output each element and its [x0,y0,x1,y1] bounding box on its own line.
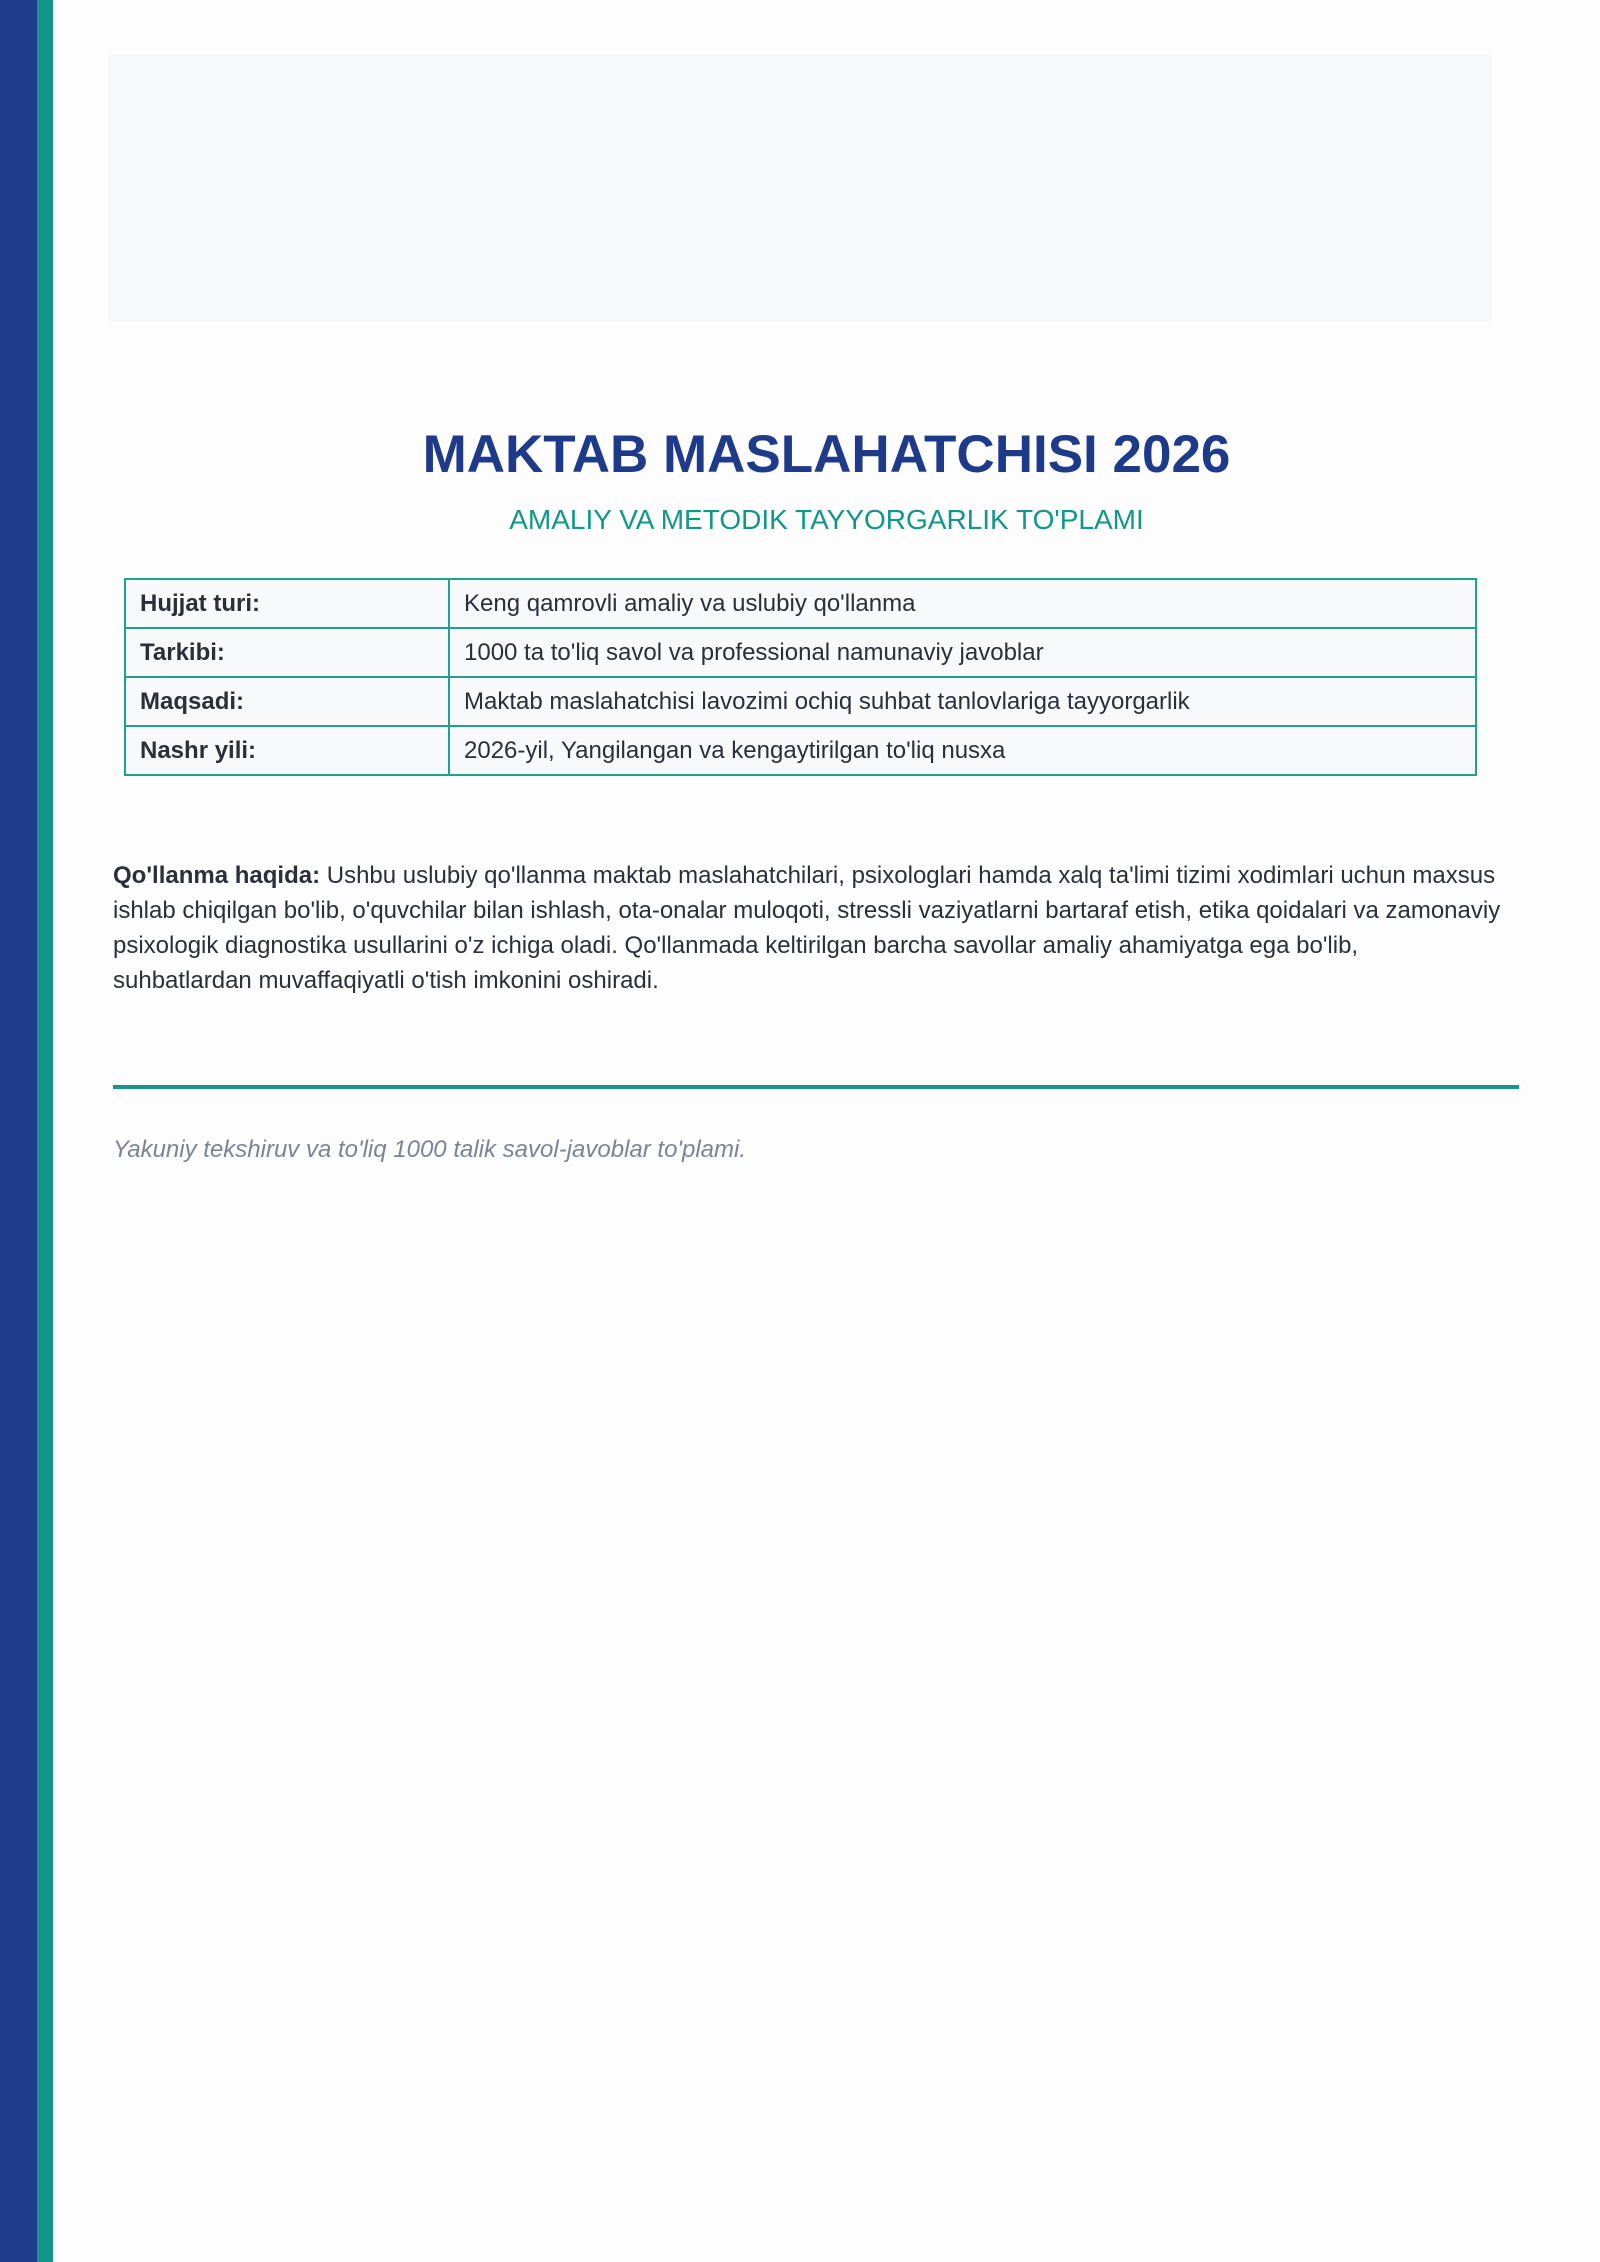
footer-note: Yakuniy tekshiruv va to'liq 1000 talik savol-javoblar to'plami. [113,1136,747,1163]
table-row [125,628,1476,677]
page-subtitle: AMALIY VA METODIK TAYYORGARLIK TO'PLAMI [509,504,1144,535]
row-value: 1000 ta to'liq savol va professional namunaviy javoblar [449,628,1476,677]
table-row [125,677,1476,726]
about-lead: Qo'llanma haqida: [113,862,321,889]
document-info-table [124,578,1477,776]
left-accent-bar-teal [37,0,53,2262]
header-image-placeholder [108,54,1492,322]
page-title: MAKTAB MASLAHATCHISI 2026 [422,425,1231,484]
row-value: Maktab maslahatchisi lavozimi ochiq suhbat tanlovlariga tayyorgarlik [449,677,1476,726]
section-divider [113,1085,1519,1089]
table-row [125,726,1476,775]
about-text: Ushbu uslubiy qo'llanma maktab maslahatchilari, psixologlari hamda xalq ta'limi tizimi xodimlari uchun maxsus ishlab chiqilgan bo'lib, o'quvchilar bilan ishlash, ota-onalar muloqoti, stressli vaziyatlarni bartaraf etish, etika qoidalari va zamonaviy psixologik diagnostika usullarini o'z ichiga oladi. Qo'llanmada keltirilgan barcha savollar amaliy ahamiyatga ega bo'lib, suhbatlardan muvaffaqiyatli o'tish imkonini oshiradi. [113,862,1501,994]
row-label: Maqsadi: [125,677,449,726]
table-row [125,579,1476,628]
about-paragraph [113,858,1503,998]
left-accent-bar-blue [0,0,37,2262]
row-value: 2026-yil, Yangilangan va kengaytirilgan to'liq nusxa [449,726,1476,775]
row-label: Nashr yili: [125,726,449,775]
row-label: Hujjat turi: [125,579,449,628]
row-value: Keng qamrovli amaliy va uslubiy qo'llanma [449,579,1476,628]
row-label: Tarkibi: [125,628,449,677]
